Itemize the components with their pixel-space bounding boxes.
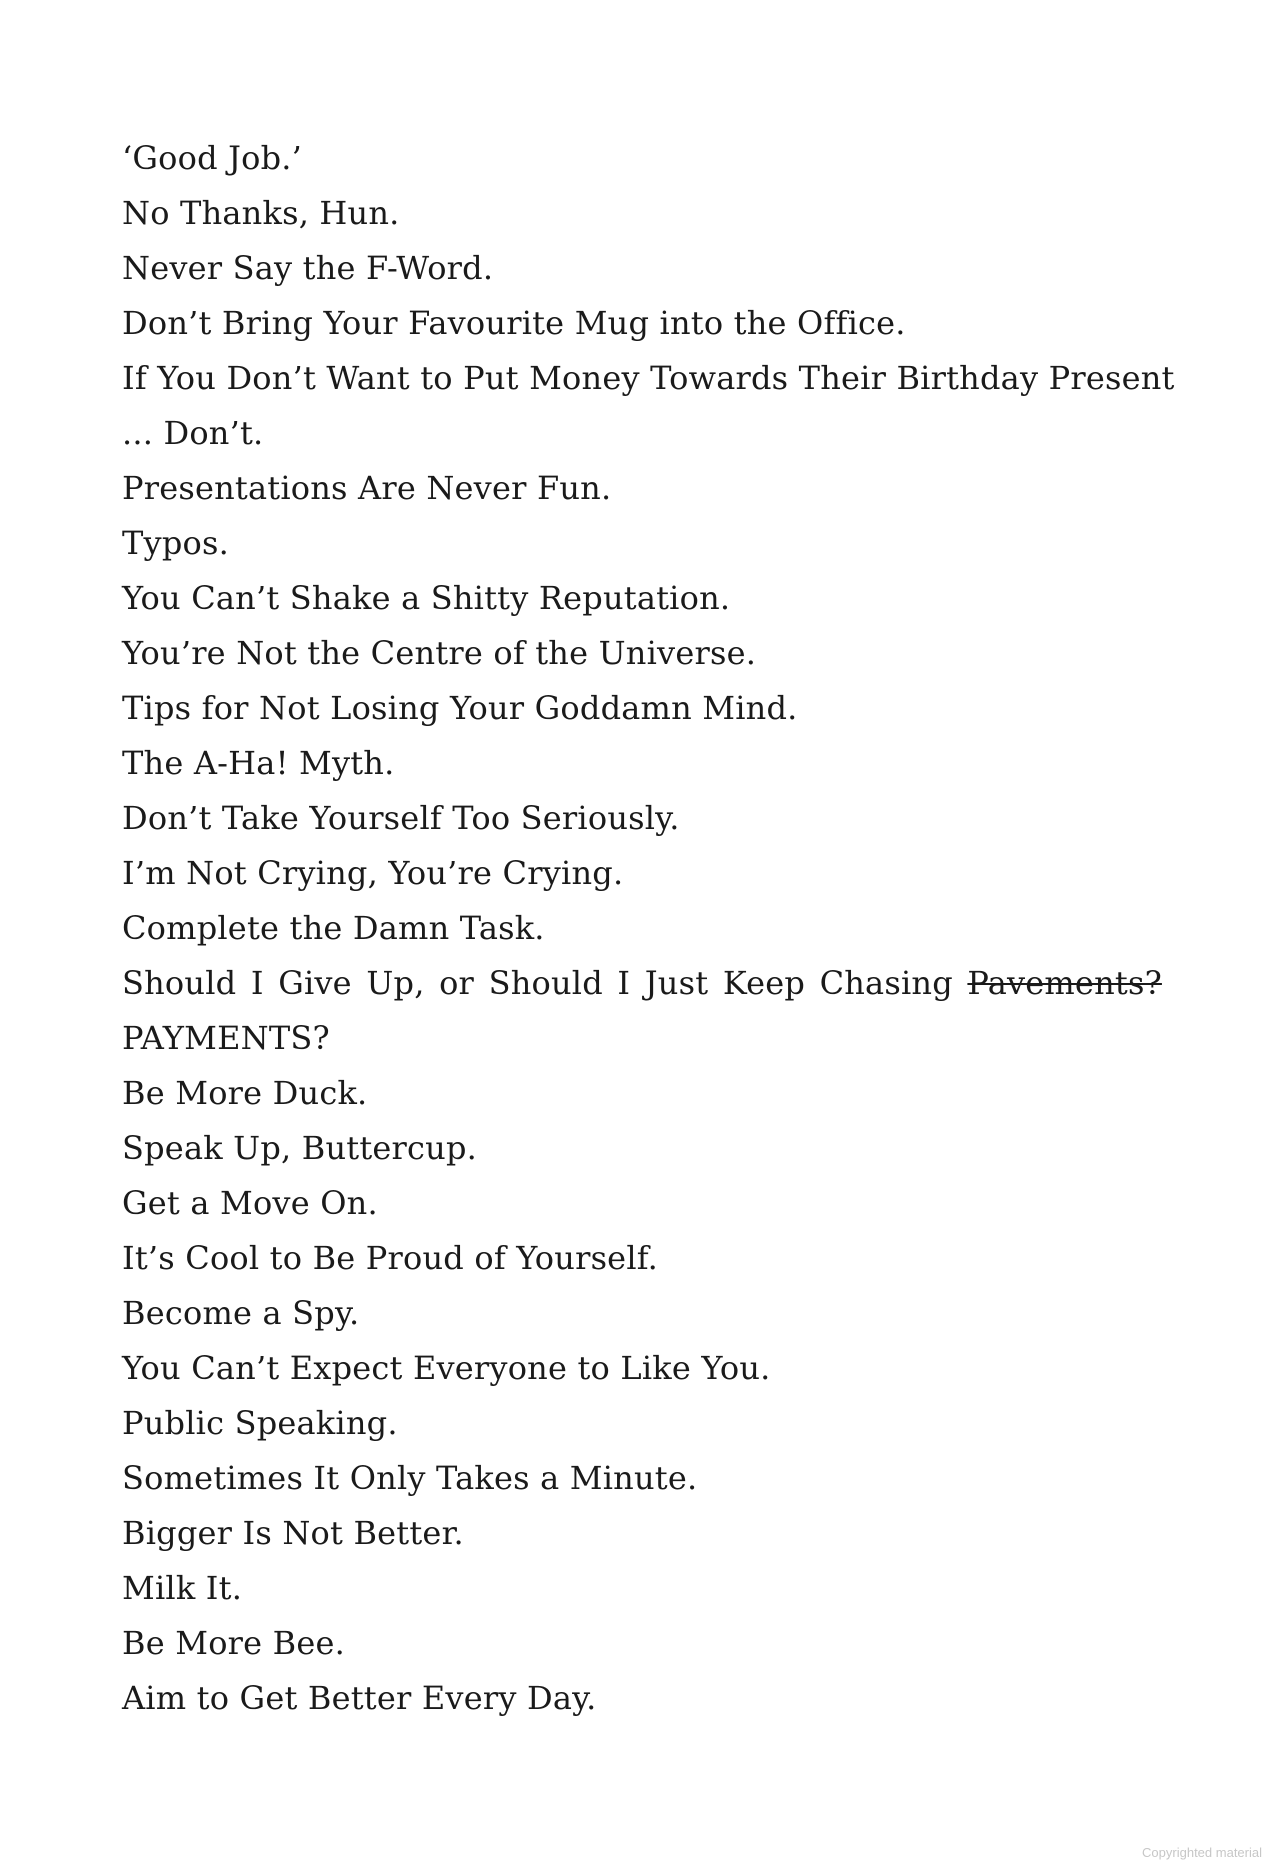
contents-entry: Milk It.	[122, 1569, 243, 1607]
contents-entry: I’m Not Crying, You’re Crying.	[122, 854, 624, 892]
contents-entry: Never Say the F-Word.	[122, 249, 494, 287]
word: Should	[488, 964, 603, 1002]
contents-entry: Be More Bee.	[122, 1624, 346, 1662]
word: Should	[122, 964, 237, 1002]
contents-entry-chasing	[122, 956, 1162, 1011]
contents-entry: You Can’t Shake a Shitty Reputation.	[122, 579, 731, 617]
word: I	[250, 964, 264, 1002]
contents-entry: Get a Move On.	[122, 1184, 378, 1222]
contents-entry: No Thanks, Hun.	[122, 194, 400, 232]
struck-word: Pavements?	[967, 964, 1162, 1002]
contents-entry: You Can’t Expect Everyone to Like You.	[122, 1349, 771, 1387]
copyright-watermark: Copyrighted material	[1142, 1845, 1262, 1860]
contents-entry: Tips for Not Losing Your Goddamn Mind.	[122, 689, 798, 727]
contents-entry: Aim to Get Better Every Day.	[122, 1679, 597, 1717]
contents-entry: Bigger Is Not Better.	[122, 1514, 464, 1552]
contents-entry: The A-Ha! Myth.	[122, 744, 395, 782]
contents-entry: It’s Cool to Be Proud of Yourself.	[122, 1239, 659, 1277]
contents-entry: Don’t Take Yourself Too Seriously.	[122, 799, 680, 837]
contents-entry: If You Don’t Want to Put Money Towards Their Birthday Present	[122, 359, 1175, 397]
contents-entry: Presentations Are Never Fun.	[122, 469, 612, 507]
contents-entry: Public Speaking.	[122, 1404, 398, 1442]
contents-entry: Typos.	[122, 524, 229, 562]
contents-entry: ‘Good Job.’	[122, 139, 303, 177]
word: Give	[278, 964, 352, 1002]
word: I	[617, 964, 631, 1002]
contents-entry: ... Don’t.	[122, 414, 264, 452]
word: Just	[644, 964, 709, 1002]
contents-entry: You’re Not the Centre of the Universe.	[122, 634, 757, 672]
contents-entry: Sometimes It Only Takes a Minute.	[122, 1459, 698, 1497]
word: or	[439, 964, 475, 1002]
word: Up,	[366, 964, 425, 1002]
contents-entry: Speak Up, Buttercup.	[122, 1129, 478, 1167]
contents-entry: PAYMENTS?	[122, 1019, 330, 1057]
contents-entry: Complete the Damn Task.	[122, 909, 545, 947]
contents-entry: Become a Spy.	[122, 1294, 360, 1332]
contents-entry: Don’t Bring Your Favourite Mug into the Office.	[122, 304, 906, 342]
word: Chasing	[819, 964, 953, 1002]
contents-list	[122, 131, 1175, 1726]
contents-entry: Be More Duck.	[122, 1074, 368, 1112]
word: Keep	[722, 964, 806, 1002]
